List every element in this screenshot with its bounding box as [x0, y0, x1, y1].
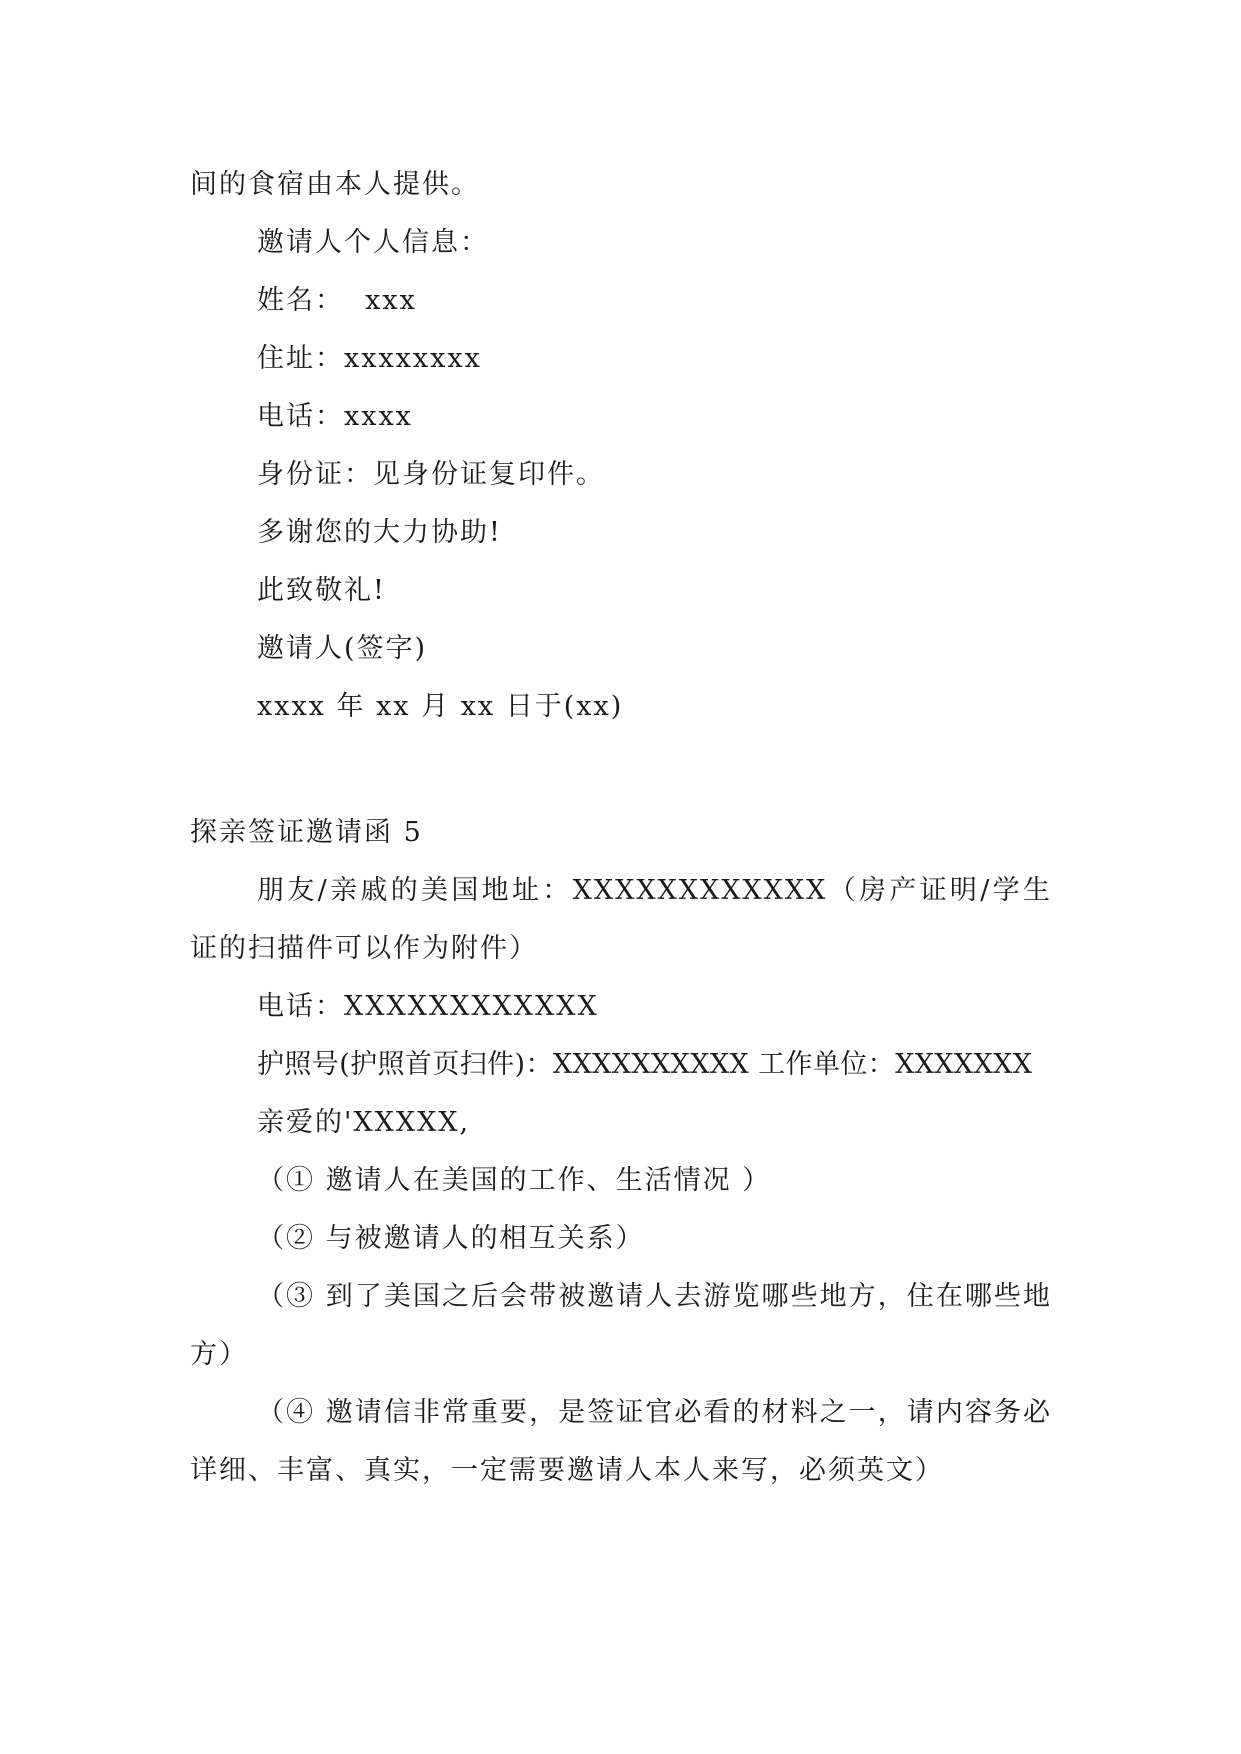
inviter-phone-line: 电话：xxxx — [257, 401, 413, 432]
friend-address-paragraph: 朋友/亲戚的美国地址：XXXXXXXXXXXX（房产证明/学生证的扫描件可以作为附件） — [190, 875, 1052, 964]
signature-line: 邀请人(签字) — [257, 633, 428, 664]
phone-paragraph: 电话：XXXXXXXXXXXX — [257, 991, 599, 1022]
date-line: xxxx 年 xx 月 xx 日于(xx) — [257, 691, 624, 722]
note-1-paragraph: （① 邀请人在美国的工作、生活情况 ） — [257, 1165, 772, 1196]
passport-paragraph: 护照号(护照首页扫件)：XXXXXXXXXX 工作单位：XXXXXXX — [257, 1049, 1033, 1080]
note-2-paragraph: （② 与被邀请人的相互关系） — [257, 1223, 645, 1254]
note-4-paragraph: （④ 邀请信非常重要，是签证官必看的材料之一，请内容务必详细、丰富、真实，一定需要邀请人本人来写，必须英文） — [190, 1397, 1052, 1486]
section-title: 探亲签证邀请函 5 — [190, 817, 423, 848]
inviter-info-heading: 邀请人个人信息： — [257, 227, 489, 258]
salutation-line: 此致敬礼! — [257, 575, 386, 606]
inviter-address-line: 住址：xxxxxxxx — [257, 343, 482, 374]
invitation-closing-section — [190, 156, 1052, 736]
inviter-id-line: 身份证：见身份证复印件。 — [257, 459, 605, 490]
note-3-paragraph: （③ 到了美国之后会带被邀请人去游览哪些地方，住在哪些地方） — [190, 1281, 1052, 1370]
continuation-line: 间的食宿由本人提供。 — [190, 169, 480, 200]
invitation-letter-5-section — [190, 804, 1052, 1500]
thanks-line: 多谢您的大力协助! — [257, 517, 502, 548]
greeting-paragraph: 亲爱的'XXXXX, — [257, 1107, 471, 1138]
inviter-name-line: 姓名： xxx — [257, 285, 417, 316]
